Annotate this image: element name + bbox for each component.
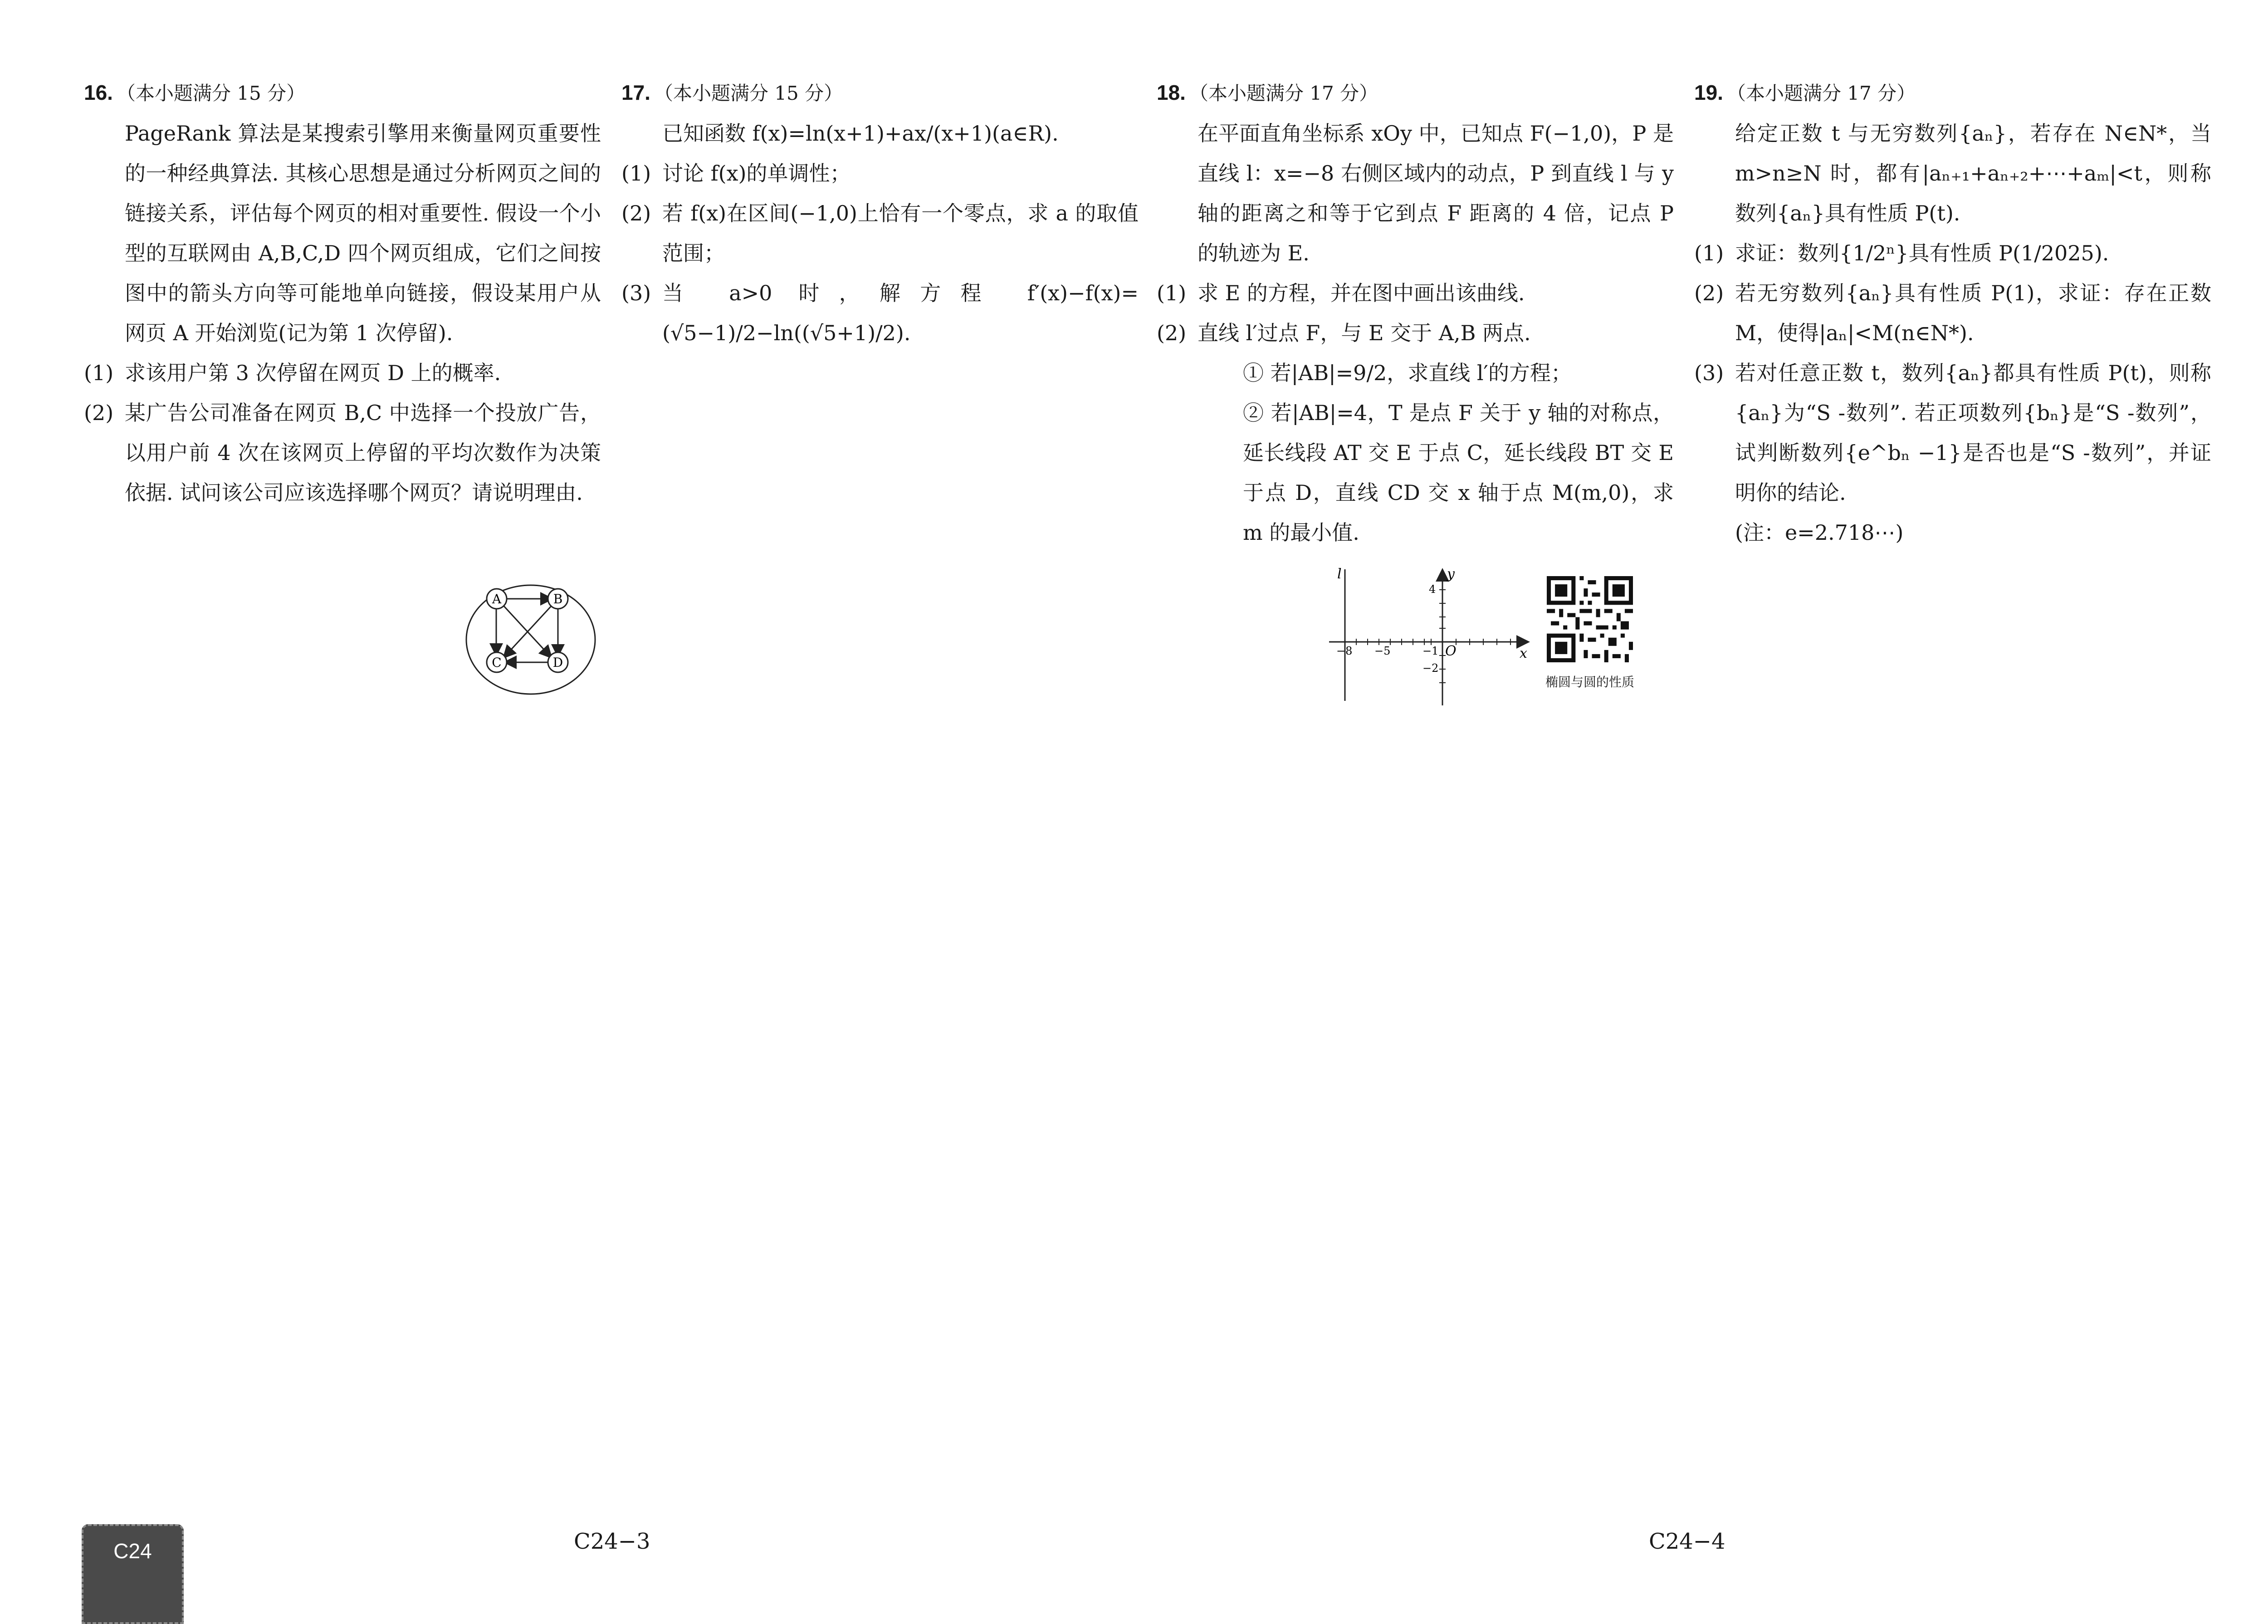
part-text: 若对任意正数 t，数列{aₙ}都具有性质 P(t)，则称{aₙ}为“S -数列”. 若正项数列{bₙ}是“S -数列”，试判断数列{e^bₙ −1}是否也是“S -数列”，并证明你的结论. [1735,361,2211,505]
question-17-part-3 [621,273,1139,353]
part-label: (3) [1694,361,1724,385]
part-label: (3) [621,281,651,305]
question-18-heading [1157,73,1674,113]
page-number-right: C24−4 [1649,1529,1725,1554]
question-19-part-1 [1694,233,2211,273]
x-axis-label: x [1520,646,1527,661]
part-text: 求该用户第 3 次停留在网页 D 上的概率. [125,361,501,385]
question-points: （本小题满分 15 分） [654,82,843,104]
part-label: (2) [84,401,114,425]
link-graph-diagram [463,578,599,701]
x-tick-label: −8 [1336,645,1353,657]
part-text: 若无穷数列{aₙ}具有性质 P(1)，求证：存在正数 M，使得|aₙ|<M(n∈N*). [1735,281,2211,345]
node-c-label: C [492,655,502,670]
question-number: 19. [1694,81,1723,104]
qr-code-block [1538,576,1642,702]
part-text: 当 a>0 时，解方程 f′(x)−f(x)=(√5−1)/2−ln((√5+1)/2). [662,281,1139,345]
section-tab [82,1524,184,1624]
part-text: 直线 l′过点 F，与 E 交于 A,B 两点. [1198,321,1531,345]
question-19-part-2 [1694,273,2211,353]
x-tick-label: −1 [1422,645,1439,657]
part-text: 求证：数列{1/2ⁿ}具有性质 P(1/2025). [1735,241,2109,265]
node-a-label: A [492,592,502,607]
y-axis-label: y [1447,566,1455,582]
question-number: 18. [1157,81,1186,104]
line-l-label: l [1337,566,1342,582]
section-tab-label: C24 [113,1539,152,1563]
question-16-part-1 [84,353,601,393]
question-16 [84,73,601,670]
part-label: (1) [621,161,651,186]
origin-label: O [1445,643,1457,659]
question-17 [621,73,1139,353]
question-19-intro: 给定正数 t 与无穷数列{aₙ}，若存在 N∈N*，当 m>n≥N 时，都有|aₙ₊₁+aₙ₊₂+⋯+aₘ|<t，则称数列{aₙ}具有性质 P(t). [1735,121,2211,225]
question-18-intro: 在平面直角坐标系 xOy 中，已知点 F(−1,0)，P 是直线 l：x=−8 右侧区域内的动点，P 到直线 l 与 y 轴的距离之和等于它到点 F 距离的 4 倍，记点 P 的轨迹为 E. [1198,121,1674,265]
question-points: （本小题满分 15 分） [116,82,306,104]
question-18-case-2: ② 若|AB|=4，T 是点 F 关于 y 轴的对称点，延长线段 AT 交 E 于点 C，延长线段 BT 交 E 于点 D，直线 CD 交 x 轴于点 M(m,0)，求 m 的最小值. [1243,401,1674,545]
y-tick-label: 4 [1429,583,1436,596]
question-19-note: (注：e=2.718⋯) [1735,520,1904,545]
part-label: (2) [621,201,651,225]
question-17-part-2 [621,193,1139,273]
question-19-heading [1694,73,2211,113]
part-text: 某广告公司准备在网页 B,C 中选择一个投放广告，以用户前 4 次在该网页上停留的平均次数作为决策依据. 试问该公司应该选择哪个网页？请说明理由. [125,401,601,505]
part-label: (1) [1157,281,1187,305]
question-17-heading [621,73,1139,113]
question-16-heading [84,73,601,113]
node-d-label: D [552,655,563,670]
question-number: 16. [84,81,113,104]
question-18 [1157,73,1674,690]
question-points: （本小题满分 17 分） [1189,82,1378,104]
question-18-part-2 [1157,313,1674,353]
question-points: （本小题满分 17 分） [1726,82,1916,104]
node-b-label: B [553,592,563,607]
qr-code-icon[interactable] [1547,576,1633,662]
part-text: 讨论 f(x)的单调性； [662,161,851,186]
question-17-intro: 已知函数 f(x)=ln(x+1)+ax/(x+1)(a∈R). [662,121,1059,146]
question-18-case-1: ① 若|AB|=9/2，求直线 l′的方程； [1243,361,1572,385]
part-text: 若 f(x)在区间(−1,0)上恰有一个零点，求 a 的取值范围； [662,201,1139,265]
part-label: (1) [1694,241,1724,265]
qr-code-caption: 椭圆与圆的性质 [1545,675,1634,690]
question-number: 17. [621,81,650,104]
part-label: (2) [1157,321,1187,345]
question-16-intro: PageRank 算法是某搜索引擎用来衡量网页重要性的一种经典算法. 其核心思想是通过分析网页之间的链接关系，评估每个网页的相对重要性. 假设一个小型的互联网由 A,B,C,D 四个网页组成，它们之间按图中的箭头方向等可能地单向链接，假设某用户从网页 A 开始浏览(记为第 1 次停留). [125,121,601,345]
part-label: (2) [1694,281,1724,305]
part-text: 求 E 的方程，并在图中画出该曲线. [1198,281,1525,305]
question-19 [1694,73,2211,553]
page-number-left: C24−3 [574,1529,650,1554]
y-tick-label: −2 [1422,662,1439,675]
question-19-part-3 [1694,353,2211,513]
part-label: (1) [84,361,114,385]
question-17-part-1 [621,153,1139,193]
x-tick-label: −5 [1374,645,1391,657]
question-16-part-2 [84,393,601,513]
question-18-part-1 [1157,273,1674,313]
coordinate-axes-figure [1320,565,1533,710]
